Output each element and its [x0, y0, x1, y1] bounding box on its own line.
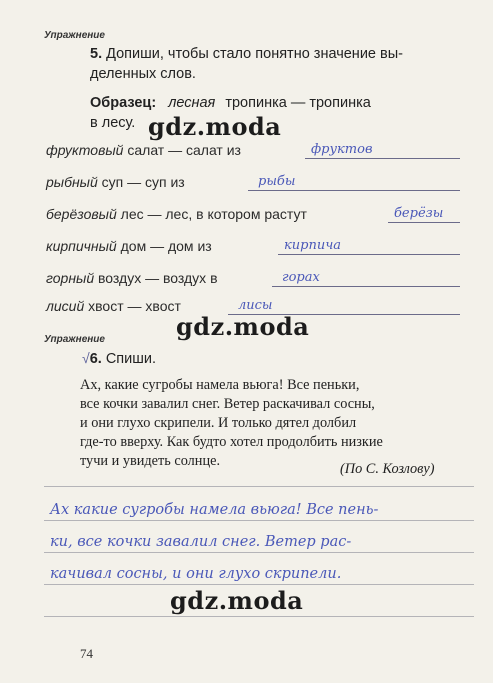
exercise-6-task-text: Спиши. [105, 351, 156, 367]
row-italic-word: горный [46, 270, 95, 286]
row-text: дом — дом из [120, 238, 212, 254]
answer-field[interactable] [248, 172, 460, 191]
writing-rule [44, 616, 474, 617]
exercise-6-label: Упражнение [44, 334, 105, 345]
handwriting-line: качивал сосны, и они глухо скрипели. [50, 566, 342, 582]
exercise-5-label: Упражнение [44, 30, 105, 41]
row-italic-word: рыбный [46, 174, 98, 190]
list-item [46, 238, 212, 254]
writing-rule [44, 552, 474, 553]
writing-rule [44, 486, 474, 487]
answer-field[interactable] [278, 236, 460, 255]
row-text: воздух — воздух в [98, 270, 218, 286]
list-item [46, 206, 307, 222]
sample-line2: в лесу. [90, 115, 136, 131]
watermark: gdz.moda [148, 112, 282, 141]
row-text: салат — салат из [127, 142, 241, 158]
watermark: gdz.moda [176, 312, 310, 341]
list-item [46, 174, 185, 190]
writing-rule [44, 584, 474, 585]
exercise-5-task-line1: Допиши, чтобы стало понятно значение вы- [106, 46, 403, 62]
list-item [46, 270, 218, 286]
sample-text: тропинка — тропинка [225, 95, 371, 111]
answer-field[interactable] [305, 140, 460, 159]
text-line: где-то вверху. Как будто хотел продолбить низкие [80, 434, 383, 450]
text-line: тучи и увидеть солнце. [80, 453, 221, 469]
exercise-5-task [90, 44, 403, 64]
exercise-5-number: 5. [90, 46, 103, 62]
text-line: все кочки завалил снег. Ветер раскачивал сосны, [80, 396, 375, 412]
answer-handwriting: кирпича [284, 238, 342, 253]
sample-label: Образец: [90, 95, 157, 111]
sample [90, 93, 371, 113]
exercise-6-number: 6. [89, 351, 102, 367]
answer-handwriting: фруктов [311, 142, 373, 157]
row-italic-word: кирпичный [46, 238, 117, 254]
row-italic-word: лисий [46, 298, 85, 314]
row-italic-word: берёзовый [46, 206, 117, 222]
answer-handwriting: рыбы [258, 174, 296, 189]
page-number: 74 [80, 646, 93, 661]
writing-rule [44, 520, 474, 521]
answer-handwriting: берёзы [394, 206, 444, 221]
answer-handwriting: лисы [238, 298, 273, 313]
text-line: Ах, какие сугробы намела вьюга! Все пеньки, [80, 377, 360, 393]
row-text: хвост — хвост [88, 298, 181, 314]
answer-handwriting: горах [282, 270, 320, 285]
checkmark-icon: √ [82, 350, 90, 366]
answer-field[interactable] [388, 204, 460, 223]
list-item [46, 142, 241, 158]
text-line: и они глухо скрипели. И только дятел долбил [80, 415, 357, 431]
row-italic-word: фруктовый [46, 142, 124, 158]
text-source: (По С. Козлову) [340, 461, 435, 477]
sample-italic-word: лесная [168, 95, 216, 111]
exercise-6-task [82, 348, 156, 369]
watermark: gdz.moda [170, 586, 304, 615]
row-text: лес — лес, в котором растут [120, 206, 307, 222]
list-item [46, 298, 181, 314]
handwriting-line: Ах какие сугробы намела вьюга! Все пень- [50, 502, 379, 518]
handwriting-line: ки, все кочки завалил снег. Ветер рас- [50, 534, 352, 550]
exercise-5-task-line2: деленных слов. [90, 66, 196, 82]
answer-field[interactable] [272, 268, 460, 287]
row-text: суп — суп из [101, 174, 185, 190]
